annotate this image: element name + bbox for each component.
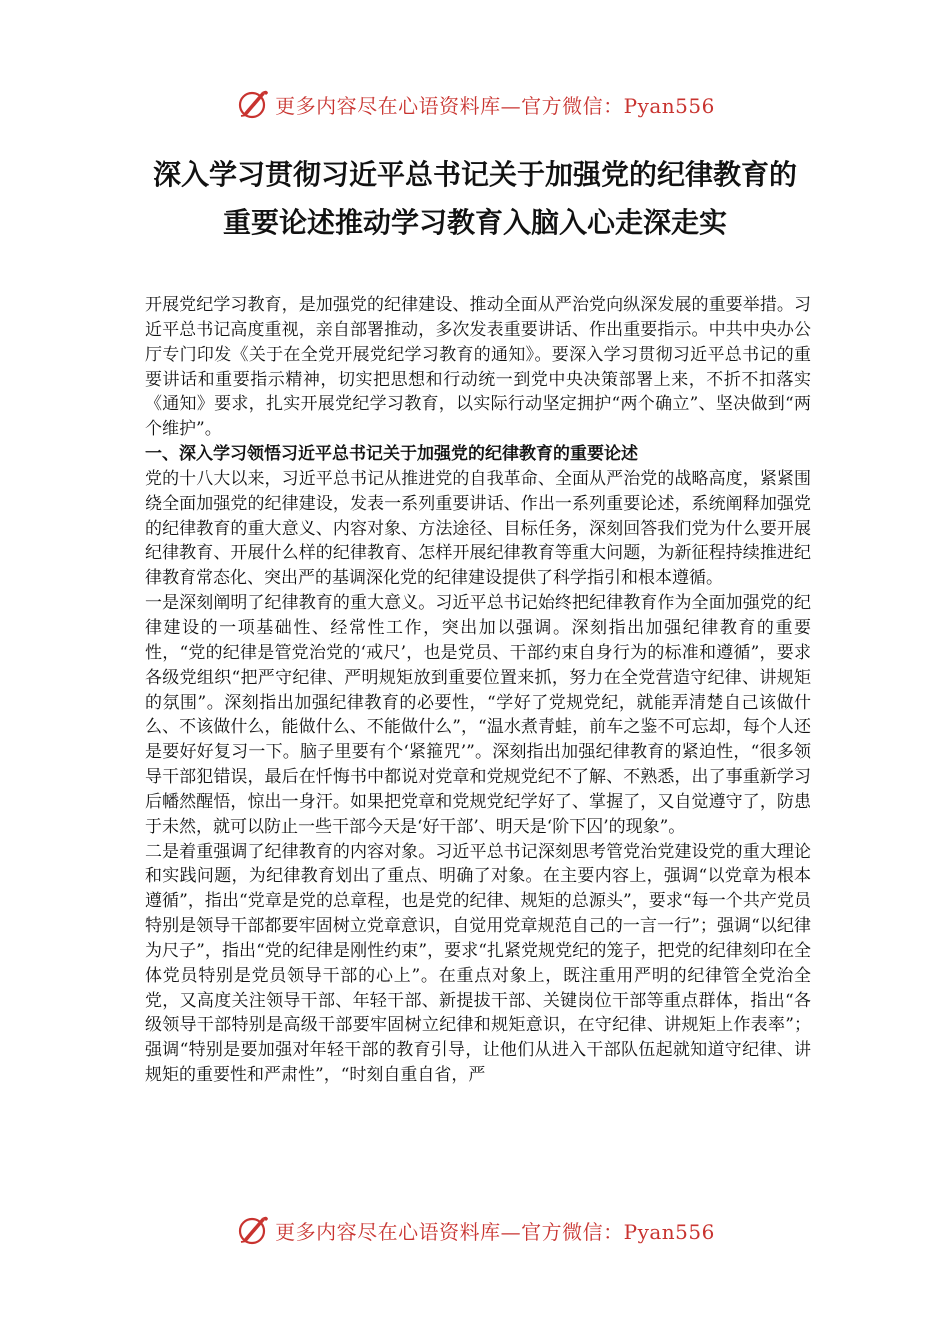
body-paragraph-2: 一是深刻阐明了纪律教育的重大意义。习近平总书记始终把纪律教育作为全面加强党的纪律建设的一项基础性、经常性工作，突出加以强调。深刻指出加强纪律教育的重要性，“党的纪律是管党治党的‘戒尺’，也是党员、干部约束自身行为的标准和遵循”，要求各级党组织“把严守纪律、严明规矩放到重要位置来抓，努力在全党营造守纪律、讲规矩的氛围”。深刻指出加强纪律教育的必要性，“学好了党规党纪，就能弄清楚自己该做什么、不该做什么，能做什么、不能做什么”，“温水煮青蛙，前车之鉴不可忘却，每个人还是要好好复习一下。脑子里要有个‘紧箍咒’”。深刻指出加强纪律教育的紧迫性，“很多领导干部犯错误，最后在忏悔书中都说对党章和党规党纪不了解、不熟悉，出了事重新学习后幡然醒悟，惊出一身汗。如果把党章和党规党纪学好了、掌握了，又自觉遵守了，防患于未然，就可以防止一些干部今天是‘好干部’、明天是‘阶下囚’的现象”。 [145, 593, 811, 837]
document-body [145, 293, 811, 1088]
watermark-banner-bottom [0, 1210, 950, 1250]
section-heading: 一、深入学习领悟习近平总书记关于加强党的纪律教育的重要论述 [145, 444, 638, 465]
document-title-line-1: 深入学习贯彻习近平总书记关于加强党的纪律教育的 [152, 158, 797, 191]
watermark-banner-top [0, 84, 950, 124]
document-title-line-2: 重要论述推动学习教育入脑入心走深走实 [222, 206, 727, 239]
body-paragraph-3: 二是着重强调了纪律教育的内容对象。习近平总书记深刻思考管党治党建设党的重大理论和实践问题，为纪律教育划出了重点、明确了对象。在主要内容上，强调“以党章为根本遵循”，指出“党章是党的总章程，也是党的纪律、规矩的总源头”，要求“每一个共产党员特别是领导干部都要牢固树立党章意识，自觉用党章规范自己的一言一行”；强调“以纪律为尺子”，指出“党的纪律是刚性约束”，要求“扎紧党规党纪的笼子，把党的纪律刻印在全体党员特别是党员领导干部的心上”。在重点对象上，既注重用严明的纪律管全党治全党，又高度关注领导干部、年轻干部、新提拔干部、关键岗位干部等重点群体，指出“各级领导干部特别是高级干部要牢固树立纪律和规矩意识，在守纪律、讲规矩上作表率”；强调“特别是要加强对年轻干部的教育引导，让他们从进入干部队伍起就知道守纪律、讲规矩的重要性和严肃性”，“时刻自重自省，严 [145, 841, 811, 1086]
quill-logo-icon [235, 1212, 271, 1248]
watermark-text-bottom: 更多内容尽在心语资料库—官方微信：Pyan556 [275, 1219, 715, 1244]
watermark-text-top: 更多内容尽在心语资料库—官方微信：Pyan556 [275, 93, 715, 118]
quill-logo-icon [235, 86, 271, 122]
body-paragraph-1: 党的十八大以来，习近平总书记从推进党的自我革命、全面从严治党的战略高度，紧紧围绕全面加强党的纪律建设，发表一系列重要讲话、作出一系列重要论述，系统阐释加强党的纪律教育的重大意义、内容对象、方法途径、目标任务，深刻回答我们党为什么要开展纪律教育、开展什么样的纪律教育、怎样开展纪律教育等重大问题，为新征程持续推进纪律教育常态化、突出严的基调深化党的纪律建设提供了科学指引和根本遵循。 [145, 468, 811, 589]
intro-paragraph: 开展党纪学习教育，是加强党的纪律建设、推动全面从严治党向纵深发展的重要举措。习近平总书记高度重视，亲自部署推动，多次发表重要讲话、作出重要指示。中共中央办公厅专门印发《关于在全党开展党纪学习教育的通知》。要深入学习贯彻习近平总书记的重要讲话和重要指示精神，切实把思想和行动统一到党中央决策部署上来，不折不扣落实《通知》要求，扎实开展党纪学习教育，以实际行动坚定拥护“两个确立”、坚决做到“两个维护”。 [145, 295, 811, 440]
